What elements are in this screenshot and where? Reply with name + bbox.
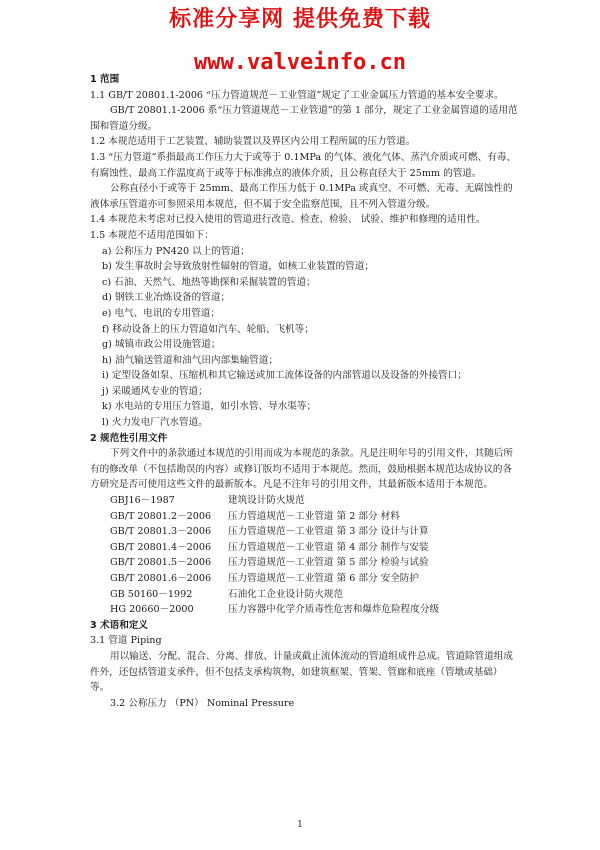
section-heading: 3 术语和定义	[90, 619, 148, 631]
reference-title: 压力管道规范－工业管道 第 5 部分 检验与试验	[228, 557, 429, 569]
list-item: l) 火力发电厂汽水管道。	[102, 417, 208, 429]
reference-row	[90, 571, 520, 587]
reference-row	[90, 555, 520, 571]
section-before-refs	[90, 72, 520, 493]
list-item: a) 公称压力 PN420 以上的管道；	[102, 245, 250, 257]
reference-title: 压力容器中化学介质毒性危害和爆炸危险程度分级	[228, 604, 440, 616]
list-item: j) 采暖通风专业的管道；	[102, 385, 208, 397]
reference-row	[90, 540, 520, 556]
paragraph: GB/T 20801.1-2006 系“压力管道规范－工业管道”的第 1 部分，规定了工业金属管道的适用范围和管道分级。	[90, 105, 518, 132]
page-number: 1	[297, 820, 303, 830]
paragraph: 用以输送、分配、混合、分离、排放、计量或截止流体流动的管道组成件总成。管道除管道组成件外，还包括管道支承件，但不包括支承构筑物，如建筑框架、管架、管廊和底座（管墩或基础）等。	[90, 650, 513, 694]
reference-code: GB/T 20801.2－2006	[110, 510, 212, 522]
list-item: c) 石油、天然气、地热等勘探和采掘装置的管道；	[102, 276, 316, 288]
list-item: g) 城镇市政公用设施管道；	[102, 339, 221, 351]
list-item: e) 电气、电讯的专用管道；	[102, 307, 221, 319]
reference-code: GB/T 20801.3－2006	[110, 526, 212, 538]
reference-code: GBJ16－1987	[110, 495, 175, 507]
reference-code: GB/T 20801.5－2006	[110, 557, 212, 569]
reference-code: HG 20660－2000	[110, 604, 194, 616]
paragraph: 下列文件中的条款通过本规范的引用而成为本规范的条款。凡是注明年号的引用文件，其随后所有的修改单（不包括勘误的内容）或修订版均不适用于本规范。然而，鼓励根据本规范达成协议的各方研究是否可使用这些文件的最新版本。凡是不注年号的引用文件，其最新版本适用于本规范。	[90, 448, 513, 491]
reference-row	[90, 493, 520, 509]
paragraph: 3.2 公称压力 （PN） Nominal Pressure	[110, 697, 295, 709]
reference-row	[90, 509, 520, 525]
paragraph: 1.5 本规范不适用范围如下：	[90, 229, 214, 241]
reference-code: GB 50160－1992	[110, 588, 193, 600]
paragraph: 1.1 GB/T 20801.1-2006 “压力管道规范－工业管道”规定了工业金属压力管道的基本安全要求。	[90, 89, 504, 101]
site-banner-url[interactable]: www.valveinfo.cn	[194, 50, 406, 75]
reference-row	[90, 602, 520, 618]
list-item: i) 定型设备如泵、压缩机和其它输送或加工流体设备的内部管道以及设备的外接管口；	[102, 370, 467, 382]
site-banner-title: 标准分享网 提供免费下载	[169, 7, 431, 32]
reference-title: 压力管道规范－工业管道 第 2 部分 材料	[228, 510, 400, 522]
paragraph: 1.4 本规范未考虑对已投入使用的管道进行改造、检查、检验、 试验、维护和修理的适用性。	[90, 214, 486, 226]
reference-code: GB/T 20801.6－2006	[110, 573, 212, 584]
list-item: k) 水电站的专用压力管道，如引水管、导水渠等；	[102, 401, 317, 413]
reference-title: 压力管道规范－工业管道 第 4 部分 制作与安装	[228, 541, 429, 553]
section-heading: 1 范围	[90, 74, 120, 85]
reference-row	[90, 587, 520, 603]
list-item: b) 发生事故时会导致放射性辐射的管道，如核工业装置的管道；	[102, 261, 374, 273]
section-after-refs	[90, 618, 520, 712]
list-item: f) 移动设备上的压力管道如汽车、轮船、飞机等；	[102, 323, 314, 335]
reference-title: 石油化工企业设计防火规范	[228, 588, 344, 600]
list-item: h) 油气输送管道和油气田内部集输管道；	[102, 354, 279, 366]
reference-title: 建筑设计防火规范	[228, 495, 305, 507]
reference-title: 压力管道规范－工业管道 第 3 部分 设计与计算	[228, 526, 429, 538]
reference-title: 压力管道规范－工业管道 第 6 部分 安全防护	[228, 573, 419, 584]
document-body	[90, 72, 520, 711]
paragraph: 3.1 管道 Piping	[90, 635, 162, 647]
reference-code: GB/T 20801.4－2006	[110, 541, 212, 553]
paragraph: 1.2 本规范适用于工艺装置、辅助装置以及界区内公用工程所属的压力管道。	[90, 136, 416, 148]
reference-row	[90, 524, 520, 540]
paragraph: 公称直径小于或等于 25mm、最高工作压力低于 0.1MPa 或真空、不可燃、无毒、无腐蚀性的液体承压管道亦可参照采用本规范，但不属于安全监察范围，且不列入管道分级。	[90, 183, 513, 210]
paragraph: 1.3 “压力管道”系指最高工作压力大于或等于 0.1MPa 的气体、液化气体、蒸汽介质或可燃、有毒、有腐蚀性、最高工作温度高于或等于标准沸点的液体介质，且公称直径大于 25mm 的管道。	[90, 151, 517, 179]
list-item: d) 钢铁工业冶炼设备的管道；	[102, 292, 231, 304]
section-heading: 2 规范性引用文件	[90, 432, 168, 444]
reference-list	[90, 493, 520, 618]
